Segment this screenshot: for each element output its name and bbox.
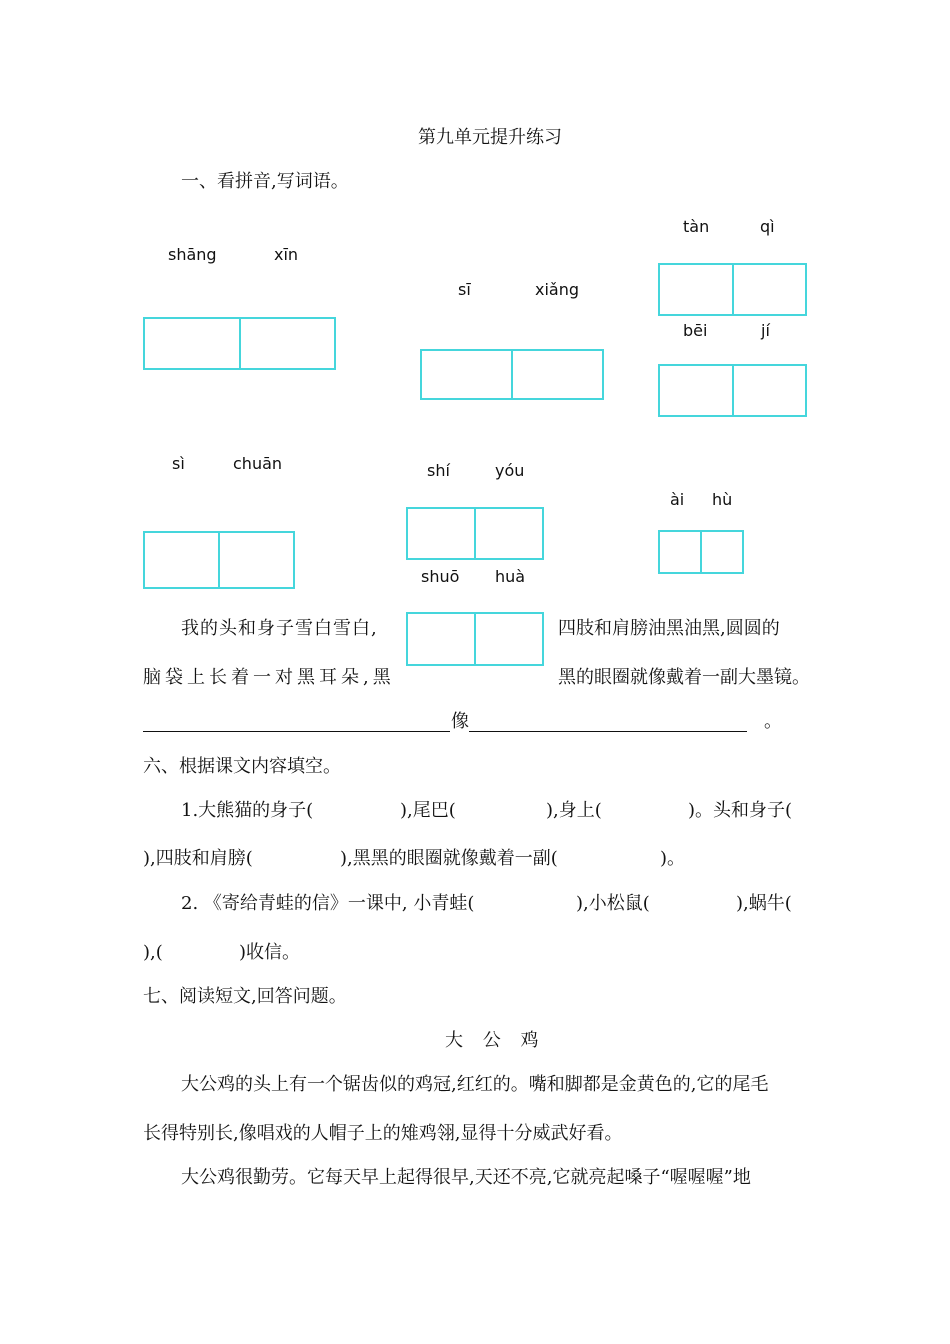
answer-box[interactable] bbox=[143, 317, 336, 370]
pinyin: sī bbox=[458, 280, 471, 299]
answer-box[interactable] bbox=[406, 612, 544, 666]
section1-heading: 一、看拼音,写词语。 bbox=[181, 171, 349, 192]
answer-cell[interactable] bbox=[660, 366, 732, 415]
q1-text: )。头和身子( bbox=[688, 800, 793, 821]
answer-box[interactable] bbox=[406, 507, 544, 560]
answer-cell[interactable] bbox=[145, 319, 239, 368]
pinyin: sì bbox=[172, 454, 185, 473]
answer-cell[interactable] bbox=[218, 533, 293, 587]
answer-cell[interactable] bbox=[474, 509, 542, 558]
answer-box[interactable] bbox=[143, 531, 295, 589]
answer-box[interactable] bbox=[658, 364, 807, 417]
answer-cell[interactable] bbox=[408, 614, 474, 664]
answer-cell[interactable] bbox=[422, 351, 511, 398]
q2-text: ),( bbox=[143, 942, 163, 963]
pinyin: bēi bbox=[683, 321, 708, 340]
pinyin: jí bbox=[761, 321, 770, 340]
q1-text: ),四肢和肩膀( bbox=[143, 848, 253, 869]
story-title: 大 公 鸡 bbox=[445, 1030, 539, 1051]
answer-cell[interactable] bbox=[511, 351, 602, 398]
answer-cell[interactable] bbox=[660, 532, 700, 572]
passage-line: 我的头和身子雪白雪白, bbox=[181, 618, 378, 639]
pinyin: ài bbox=[670, 490, 685, 509]
section6-heading: 六、根据课文内容填空。 bbox=[143, 756, 341, 777]
q2-text: )收信。 bbox=[239, 942, 301, 963]
answer-cell[interactable] bbox=[408, 509, 474, 558]
blank-line[interactable] bbox=[469, 731, 747, 732]
blank-line[interactable] bbox=[143, 731, 450, 732]
pinyin: qì bbox=[760, 217, 775, 236]
passage-line: 脑袋上长着一对黑耳朵,黑 bbox=[143, 667, 395, 688]
pinyin: shí bbox=[427, 461, 450, 480]
answer-box[interactable] bbox=[420, 349, 604, 400]
pinyin: huà bbox=[495, 567, 526, 586]
answer-cell[interactable] bbox=[700, 532, 742, 572]
answer-box[interactable] bbox=[658, 263, 807, 316]
pinyin: xiǎng bbox=[535, 280, 580, 299]
story-paragraph: 大公鸡的头上有一个锯齿似的鸡冠,红红的。嘴和脚都是金黄色的,它的尾毛 bbox=[181, 1074, 769, 1095]
like-word: 像 bbox=[451, 711, 469, 732]
page-title: 第九单元提升练习 bbox=[418, 127, 562, 148]
q2-text: 2. 《寄给青蛙的信》一课中, 小青蛙( bbox=[181, 893, 475, 914]
pinyin: hù bbox=[712, 490, 733, 509]
answer-cell[interactable] bbox=[732, 366, 806, 415]
pinyin: chuān bbox=[233, 454, 283, 473]
answer-cell[interactable] bbox=[145, 533, 218, 587]
q1-text: ),尾巴( bbox=[400, 800, 456, 821]
answer-box[interactable] bbox=[658, 530, 744, 574]
section7-heading: 七、阅读短文,回答问题。 bbox=[143, 986, 347, 1007]
story-paragraph: 长得特别长,像唱戏的人帽子上的雉鸡翎,显得十分威武好看。 bbox=[143, 1123, 623, 1144]
pinyin: shuō bbox=[421, 567, 460, 586]
answer-cell[interactable] bbox=[474, 614, 542, 664]
q1-text: )。 bbox=[660, 848, 686, 869]
pinyin: shāng bbox=[168, 245, 217, 264]
answer-cell[interactable] bbox=[239, 319, 335, 368]
pinyin: tàn bbox=[683, 217, 710, 236]
period: 。 bbox=[764, 711, 782, 732]
answer-cell[interactable] bbox=[732, 265, 806, 314]
q1-text: ),身上( bbox=[546, 800, 602, 821]
passage-line: 黑的眼圈就像戴着一副大墨镜。 bbox=[558, 667, 810, 688]
answer-cell[interactable] bbox=[660, 265, 732, 314]
pinyin: xīn bbox=[274, 245, 299, 264]
q1-text: 1.大熊猫的身子( bbox=[181, 800, 314, 821]
story-paragraph: 大公鸡很勤劳。它每天早上起得很早,天还不亮,它就亮起嗓子“喔喔喔”地 bbox=[181, 1167, 751, 1188]
q2-text: ),小松鼠( bbox=[576, 893, 650, 914]
q2-text: ),蜗牛( bbox=[736, 893, 792, 914]
q1-text: ),黑黑的眼圈就像戴着一副( bbox=[340, 848, 558, 869]
pinyin: yóu bbox=[495, 461, 525, 480]
passage-line: 四肢和肩膀油黑油黑,圆圆的 bbox=[558, 618, 780, 639]
